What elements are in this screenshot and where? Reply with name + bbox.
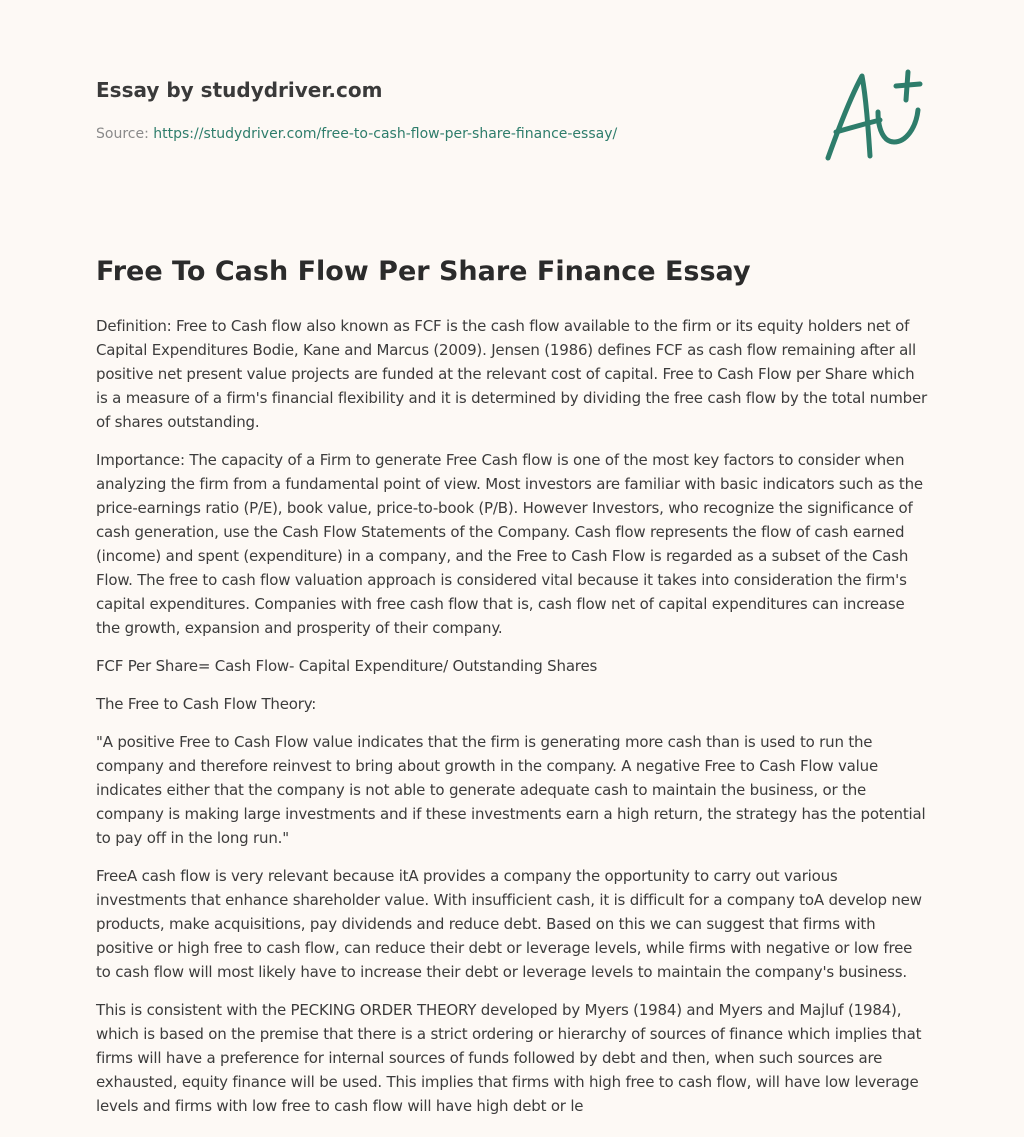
- paragraph-theory-heading: The Free to Cash Flow Theory:: [96, 695, 317, 713]
- source-line: [96, 124, 796, 144]
- essay-content: [96, 252, 930, 1132]
- page-header: [96, 76, 796, 144]
- paragraph-pecking-order: This is consistent with the PECKING ORDER THEORY developed by Myers (1984) and Myers and Majluf (1984), which is based on the premise that there is a strict ordering or hierarchy of sources of finance which implies that firms will have a preference for internal sources of funds followed by debt and then, when such sources are exhausted, equity finance will be used. This implies that firms with high free to cash flow, will have low leverage levels and firms with low free to cash flow will have high debt or le: [96, 1001, 922, 1115]
- site-title: Essay by studydriver.com: [96, 78, 383, 102]
- source-link[interactable]: https://studydriver.com/free-to-cash-flow-per-share-finance-essay/: [153, 126, 618, 142]
- source-label: Source:: [96, 126, 149, 142]
- paragraph-formula: FCF Per Share= Cash Flow- Capital Expenditure/ Outstanding Shares: [96, 657, 598, 675]
- paragraph-importance: Importance: The capacity of a Firm to generate Free Cash flow is one of the most key factors to consider when analyzing the firm from a fundamental point of view. Most investors are familiar with basic indicators such as the price-earnings ratio (P/E), book value, price-to-book (P/B). However Investors, who recognize the significance of cash generation, use the Cash Flow Statements of the Company. Cash flow represents the flow of cash earned (income) and spent (expenditure) in a company, and the Free to Cash Flow is regarded as a subset of the Cash Flow. The free to cash flow valuation approach is considered vital because it takes into consideration the firm's capital expenditures. Companies with free cash flow that is, cash flow net of capital expenditures can increase the growth, expansion and prosperity of their company.: [96, 451, 923, 637]
- paragraph-definition: Definition: Free to Cash flow also known as FCF is the cash flow available to the firm or its equity holders net of Capital Expenditures Bodie, Kane and Marcus (2009). Jensen (1986) defines FCF as cash flow remaining after all positive net present value projects are funded at the relevant cost of capital. Free to Cash Flow per Share which is a measure of a firm's financial flexibility and it is determined by dividing the free cash flow by the total number of shares outstanding.: [96, 317, 927, 431]
- paragraph-relevance: FreeA cash flow is very relevant because itA provides a company the opportunity to carry out various investments that enhance shareholder value. With insufficient cash, it is difficult for a company toA develop new products, make acquisitions, pay dividends and reduce debt. Based on this we can suggest that firms with positive or high free to cash flow, can reduce their debt or leverage levels, while firms with negative or low free to cash flow will most likely have to increase their debt or leverage levels to maintain the company's business.: [96, 867, 922, 981]
- paragraph-quote: "A positive Free to Cash Flow value indicates that the firm is generating more cash than is used to run the company and therefore reinvest to bring about growth in the company. A negative Free to Cash Flow value indicates either that the company is not able to generate adequate cash to maintain the business, or the company is making large investments and if these investments earn a high return, the strategy has the potential to pay off in the long run.": [96, 733, 926, 847]
- essay-title: Free To Cash Flow Per Share Finance Essay: [96, 256, 751, 287]
- a-plus-grade-icon: [822, 68, 926, 164]
